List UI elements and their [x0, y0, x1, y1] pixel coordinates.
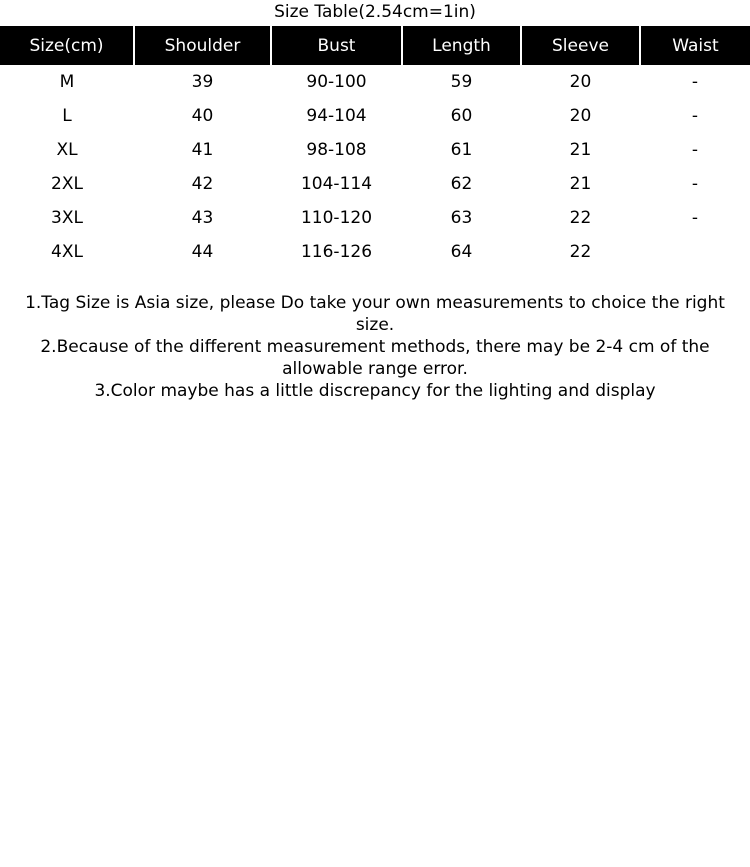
- cell-shoulder: 42: [191, 174, 214, 194]
- cell-waist: -: [691, 106, 699, 126]
- cell-waist: [640, 235, 750, 269]
- header-bust: Bust: [271, 26, 402, 65]
- cell-size: L: [62, 106, 72, 126]
- cell-length: 63: [450, 208, 473, 228]
- note-color-discrepancy: 3.Color maybe has a little discrepancy for the lighting and display: [94, 381, 656, 401]
- header-size: Size(cm): [0, 26, 134, 65]
- cell-bust: 110-120: [300, 208, 373, 228]
- cell-sleeve: 21: [569, 140, 592, 160]
- notes-block: [0, 292, 750, 402]
- cell-shoulder: 40: [191, 106, 214, 126]
- cell-bust: 94-104: [306, 106, 367, 126]
- cell-waist: -: [691, 72, 699, 92]
- cell-shoulder: 39: [191, 72, 214, 92]
- size-table: [0, 26, 750, 269]
- table-row: [0, 201, 750, 235]
- note-measurement-error: 2.Because of the different measurement methods, there may be 2-4 cm of the allowable range error.: [40, 337, 710, 379]
- table-row: [0, 167, 750, 201]
- cell-size: 2XL: [51, 174, 83, 194]
- cell-bust: 116-126: [300, 242, 373, 262]
- cell-sleeve: 20: [569, 72, 592, 92]
- table-row: [0, 65, 750, 99]
- page-title: Size Table(2.54cm=1in): [274, 2, 476, 22]
- table-header-row: [0, 26, 750, 65]
- cell-sleeve: 20: [569, 106, 592, 126]
- cell-length: 62: [450, 174, 473, 194]
- cell-length: 59: [450, 72, 473, 92]
- table-row: [0, 133, 750, 167]
- cell-waist: -: [691, 174, 699, 194]
- cell-size: 4XL: [51, 242, 83, 262]
- cell-waist: -: [691, 140, 699, 160]
- note-tag-size: 1.Tag Size is Asia size, please Do take your own measurements to choice the right size.: [25, 293, 725, 335]
- cell-length: 61: [450, 140, 473, 160]
- table-row: [0, 99, 750, 133]
- cell-shoulder: 44: [191, 242, 214, 262]
- cell-length: 64: [450, 242, 473, 262]
- cell-bust: 90-100: [306, 72, 367, 92]
- cell-sleeve: 22: [569, 242, 592, 262]
- cell-shoulder: 43: [191, 208, 214, 228]
- cell-size: XL: [56, 140, 78, 160]
- cell-length: 60: [450, 106, 473, 126]
- cell-waist: -: [691, 208, 699, 228]
- cell-sleeve: 22: [569, 208, 592, 228]
- cell-sleeve: 21: [569, 174, 592, 194]
- cell-bust: 98-108: [306, 140, 367, 160]
- cell-size: M: [59, 72, 75, 92]
- header-shoulder: Shoulder: [134, 26, 271, 65]
- cell-bust: 104-114: [300, 174, 373, 194]
- cell-shoulder: 41: [191, 140, 214, 160]
- cell-size: 3XL: [51, 208, 83, 228]
- header-sleeve: Sleeve: [521, 26, 640, 65]
- header-waist: Waist: [640, 26, 750, 65]
- header-length: Length: [402, 26, 521, 65]
- table-row: [0, 235, 750, 269]
